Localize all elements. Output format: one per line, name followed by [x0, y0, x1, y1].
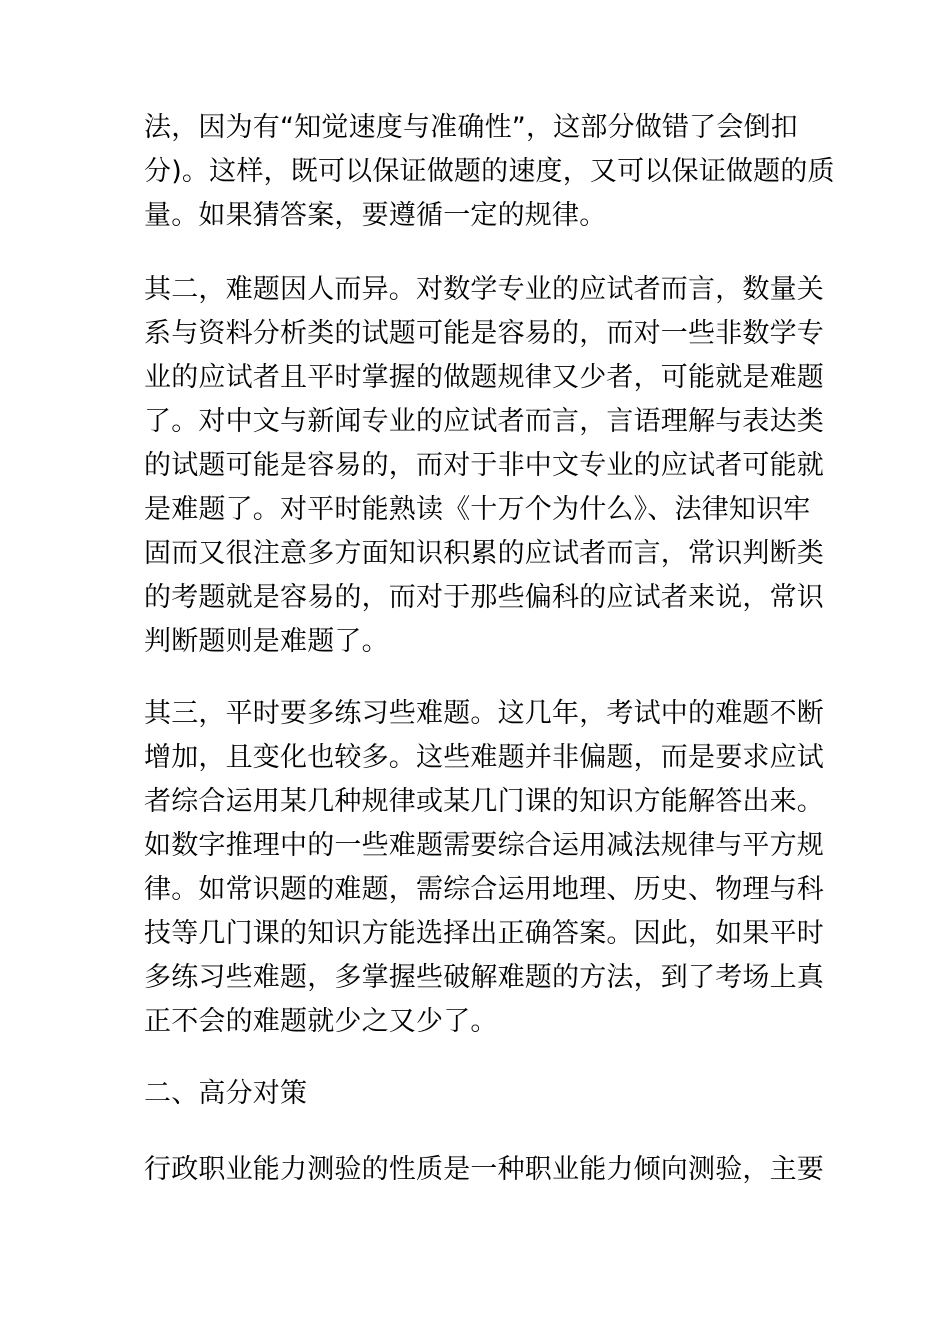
paragraph-2-line-7: 固而又很注意多方面知识积累的应试者而言，常识判断类 [144, 538, 824, 569]
paragraph-1-line-1: 法，因为有“知觉速度与准确性”，这部分做错了会倒扣 [144, 112, 798, 143]
paragraph-3-line-7: 多练习些难题，多掌握些破解难题的方法，到了考场上真 [144, 962, 824, 993]
paragraph-2-line-1: 其二，难题因人而异。对数学专业的应试者而言，数量关 [144, 274, 824, 305]
paragraph-2-line-4: 了。对中文与新闻专业的应试者而言，言语理解与表达类 [144, 406, 824, 437]
paragraph-2-line-6: 是难题了。对平时能熟读《十万个为什么》、法律知识牢 [144, 494, 811, 525]
paragraph-1-line-3: 量。如果猜答案，要遵循一定的规律。 [144, 200, 607, 231]
section-heading: 二、高分对策 [144, 1078, 308, 1109]
paragraph-2-line-8: 的考题就是容易的，而对于那些偏科的应试者来说，常识 [144, 582, 824, 613]
paragraph-3-line-2: 增加，且变化也较多。这些难题并非偏题，而是要求应试 [144, 742, 824, 773]
paragraph-2-line-3: 业的应试者且平时掌握的做题规律又少者，可能就是难题 [144, 362, 824, 393]
paragraph-3-line-5: 律。如常识题的难题，需综合运用地理、历史、物理与科 [144, 874, 824, 905]
paragraph-1-line-2: 分)。这样，既可以保证做题的速度，又可以保证做题的质 [144, 156, 835, 187]
paragraph-3-line-4: 如数字推理中的一些难题需要综合运用减法规律与平方规 [144, 830, 824, 861]
paragraph-3-line-3: 者综合运用某几种规律或某几门课的知识方能解答出来。 [144, 786, 824, 817]
paragraph-2-line-9: 判断题则是难题了。 [144, 626, 389, 657]
paragraph-2-line-5: 的试题可能是容易的，而对于非中文专业的应试者可能就 [144, 450, 824, 481]
paragraph-4-line-1: 行政职业能力测验的性质是一种职业能力倾向测验，主要 [144, 1154, 824, 1185]
paragraph-3-line-6: 技等几门课的知识方能选择出正确答案。因此，如果平时 [144, 918, 824, 949]
paragraph-2-line-2: 系与资料分析类的试题可能是容易的，而对一些非数学专 [144, 318, 824, 349]
paragraph-3-line-8: 正不会的难题就少之又少了。 [144, 1006, 498, 1037]
paragraph-3-line-1: 其三，平时要多练习些难题。这几年，考试中的难题不断 [144, 698, 824, 729]
